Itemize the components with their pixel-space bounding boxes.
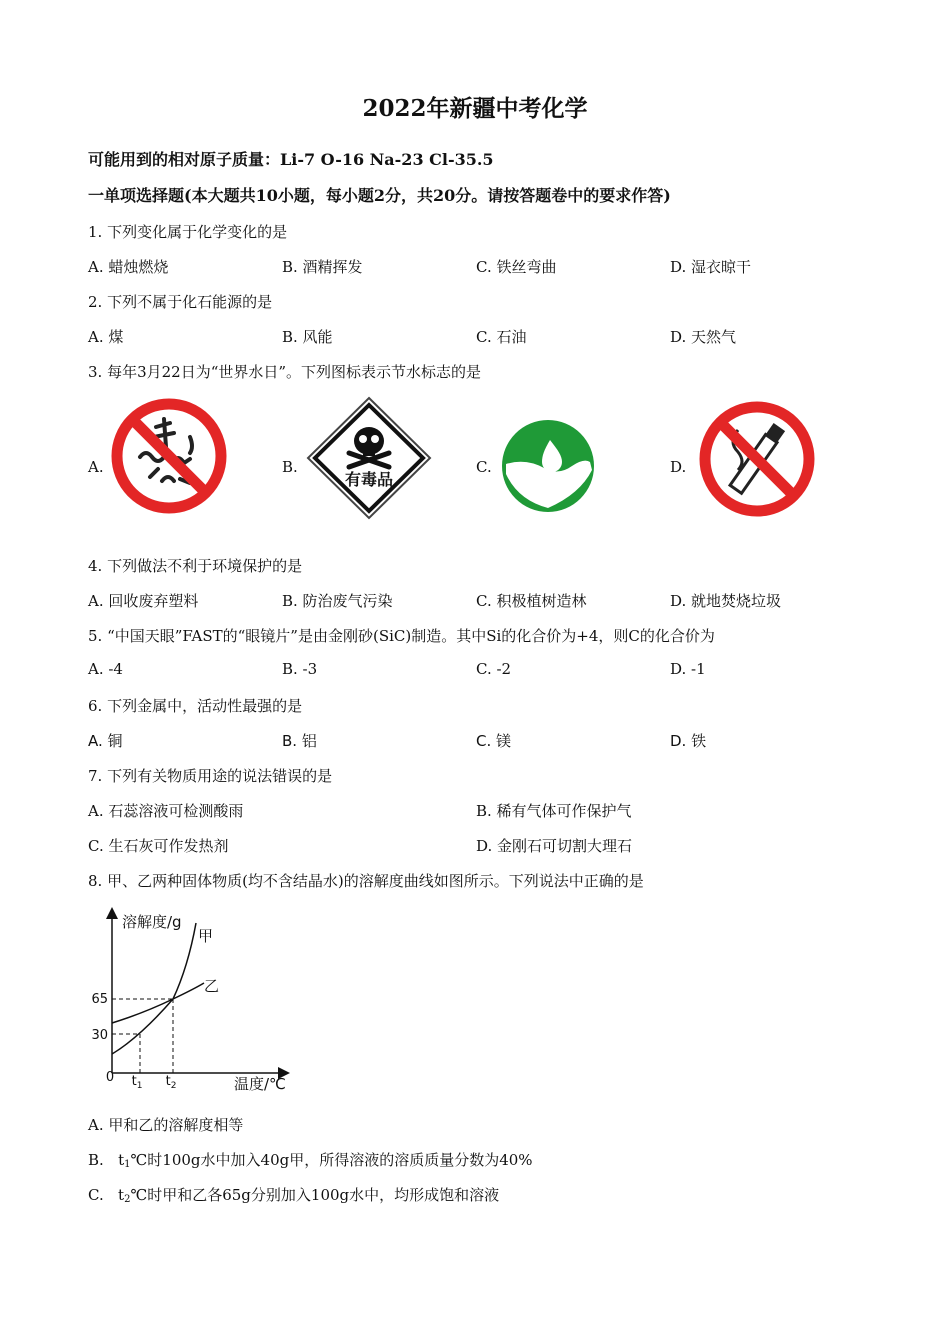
- q4-option-d: D. 就地焚烧垃圾: [670, 592, 782, 610]
- q6-option-c: C. 镁: [476, 732, 512, 750]
- q3-label-b: B.: [282, 458, 298, 476]
- q8-option-a: A. 甲和乙的溶解度相等: [88, 1116, 244, 1134]
- section-header: 一单项选择题(本大题共10小题，每小题2分，共20分。请按答题卷中的要求作答): [88, 186, 671, 205]
- no-burning-icon: [110, 397, 228, 519]
- x-tick-label-t2: $t_2$: [165, 1074, 177, 1091]
- x-tick-label-t1: $t_1$: [131, 1074, 143, 1091]
- water-saving-icon: [500, 418, 596, 518]
- q6-option-d: D. 铁: [670, 732, 707, 750]
- q5-option-b: B. -3: [282, 660, 318, 678]
- q3-label-d: D.: [670, 458, 687, 476]
- origin-label: 0: [105, 1070, 115, 1085]
- solubility-chart: [84, 905, 304, 1099]
- series-label-yi: 乙: [204, 977, 220, 995]
- y-tick-label-30: 30: [91, 1028, 108, 1043]
- q3-label-a: A.: [88, 458, 104, 476]
- q6-option-b: B. 铝: [282, 732, 317, 750]
- q6-option-a: A. 铜: [88, 732, 123, 750]
- q2-option-a: A. 煤: [88, 328, 124, 346]
- no-smoking-icon: [698, 400, 816, 522]
- toxic-sign-text: 有毒品: [344, 470, 394, 489]
- question-5-stem: 5. “中国天眼”FAST的“眼镜片”是由金刚砂(SiC)制造。其中Si的化合价为+4，则C的化合价为: [88, 627, 715, 645]
- curve-jia: [112, 923, 196, 1054]
- q4-option-c: C. 积极植树造林: [476, 592, 587, 610]
- q1-option-b: B. 酒精挥发: [282, 258, 363, 276]
- toxic-sign-icon: [305, 395, 433, 525]
- q5-option-d: D. -1: [670, 660, 706, 678]
- q8-option-c: C. $t_2℃$时甲和乙各65g分别加入100g水中，均形成饱和溶液: [88, 1186, 500, 1205]
- y-tick-label-65: 65: [91, 992, 108, 1007]
- q3-label-c: C.: [476, 458, 492, 476]
- q2-option-d: D. 天然气: [670, 328, 737, 346]
- question-1-stem: 1. 下列变化属于化学变化的是: [88, 223, 288, 241]
- q1-option-c: C. 铁丝弯曲: [476, 258, 557, 276]
- question-7-stem: 7. 下列有关物质用途的说法错误的是: [88, 767, 333, 785]
- q2-option-c: C. 石油: [476, 328, 527, 346]
- question-2-stem: 2. 下列不属于化石能源的是: [88, 293, 273, 311]
- q5-option-c: C. -2: [476, 660, 512, 678]
- question-4-stem: 4. 下列做法不利于环境保护的是: [88, 557, 303, 575]
- q7-option-d: D. 金刚石可切割大理石: [476, 837, 633, 855]
- q7-option-b: B. 稀有气体可作保护气: [476, 802, 632, 820]
- curve-yi: [112, 983, 204, 1023]
- q4-option-b: B. 防治废气污染: [282, 592, 393, 610]
- q7-option-a: A. 石蕊溶液可检测酸雨: [88, 802, 244, 820]
- q4-option-a: A. 回收废弃塑料: [88, 592, 199, 610]
- series-label-jia: 甲: [198, 927, 214, 945]
- q2-option-b: B. 风能: [282, 328, 333, 346]
- q7-option-c: C. 生石灰可作发热剂: [88, 837, 229, 855]
- q1-option-a: A. 蜡烛燃烧: [88, 258, 169, 276]
- page-title: 2022年新疆中考化学: [362, 95, 588, 122]
- x-axis-label: 温度/℃: [234, 1075, 286, 1093]
- q8-option-b: B. $t_1℃$时100g水中加入40g甲，所得溶液的溶质质量分数为40%: [88, 1151, 533, 1170]
- y-axis-label: 溶解度/g: [122, 913, 182, 931]
- question-3-stem: 3. 每年3月22日为“世界水日”。下列图标表示节水标志的是: [88, 363, 482, 381]
- q5-option-a: A. -4: [88, 660, 123, 678]
- atomic-mass-line: 可能用到的相对原子质量：Li-7 O-16 Na-23 Cl-35.5: [88, 150, 494, 169]
- question-6-stem: 6. 下列金属中，活动性最强的是: [88, 697, 303, 715]
- question-8-stem: 8. 甲、乙两种固体物质(均不含结晶水)的溶解度曲线如图所示。下列说法中正确的是: [88, 872, 644, 890]
- q1-option-d: D. 湿衣晾干: [670, 258, 752, 276]
